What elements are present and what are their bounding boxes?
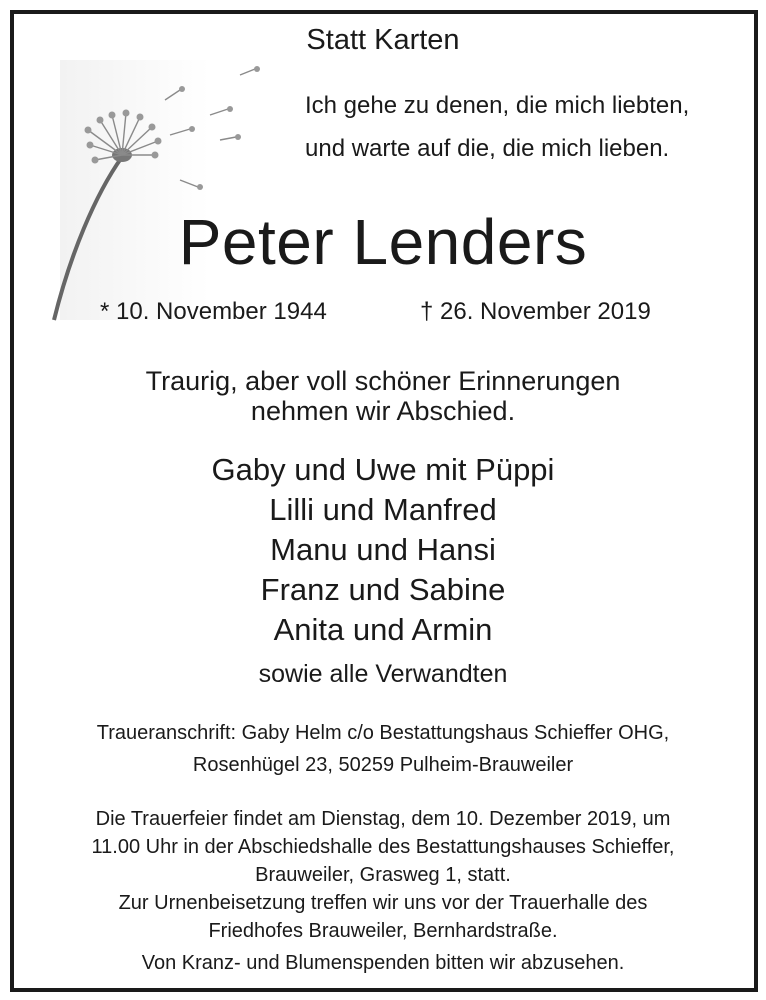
family-member: Franz und Sabine <box>260 572 506 607</box>
relatives-line: sowie alle Verwandten <box>258 660 508 688</box>
death-date: † 26. November 2019 <box>420 298 651 325</box>
funeral-info-line: Die Trauerfeier findet am Dienstag, dem 10. Dezember 2019, um <box>95 808 671 830</box>
family-member: Manu und Hansi <box>270 532 496 567</box>
funeral-info-line: Von Kranz- und Blumenspenden bitten wir abzusehen. <box>141 952 625 974</box>
funeral-info-line: Brauweiler, Grasweg 1, statt. <box>255 864 511 886</box>
quote-line-2: und warte auf die, die mich lieben. <box>305 135 670 162</box>
funeral-info-line: Zur Urnenbeisetzung treffen wir uns vor der Trauerhalle des <box>118 892 648 914</box>
funeral-info-line: 11.00 Uhr in der Abschiedshalle des Bestattungshauses Schieffer, <box>91 836 675 858</box>
mourning-address-line-1: Traueranschrift: Gaby Helm c/o Bestattungshaus Schieffer OHG, <box>96 722 670 744</box>
birth-date: * 10. November 1944 <box>100 298 327 325</box>
dandelion-icon <box>50 55 300 325</box>
family-member: Gaby und Uwe mit Püppi <box>211 452 555 487</box>
family-member: Lilli und Manfred <box>269 492 497 527</box>
family-member: Anita und Armin <box>273 612 493 647</box>
mourning-line-2: nehmen wir Abschied. <box>250 396 516 426</box>
mourning-address-line-2: Rosenhügel 23, 50259 Pulheim-Brauweiler <box>192 754 574 776</box>
funeral-info-line: Friedhofes Brauweiler, Bernhardstraße. <box>208 920 558 942</box>
quote-line-1: Ich gehe zu denen, die mich liebten, <box>305 92 690 119</box>
deceased-name: Peter Lenders <box>178 206 588 278</box>
header-title: Statt Karten <box>306 24 460 56</box>
mourning-line-1: Traurig, aber voll schöner Erinnerungen <box>145 366 621 396</box>
